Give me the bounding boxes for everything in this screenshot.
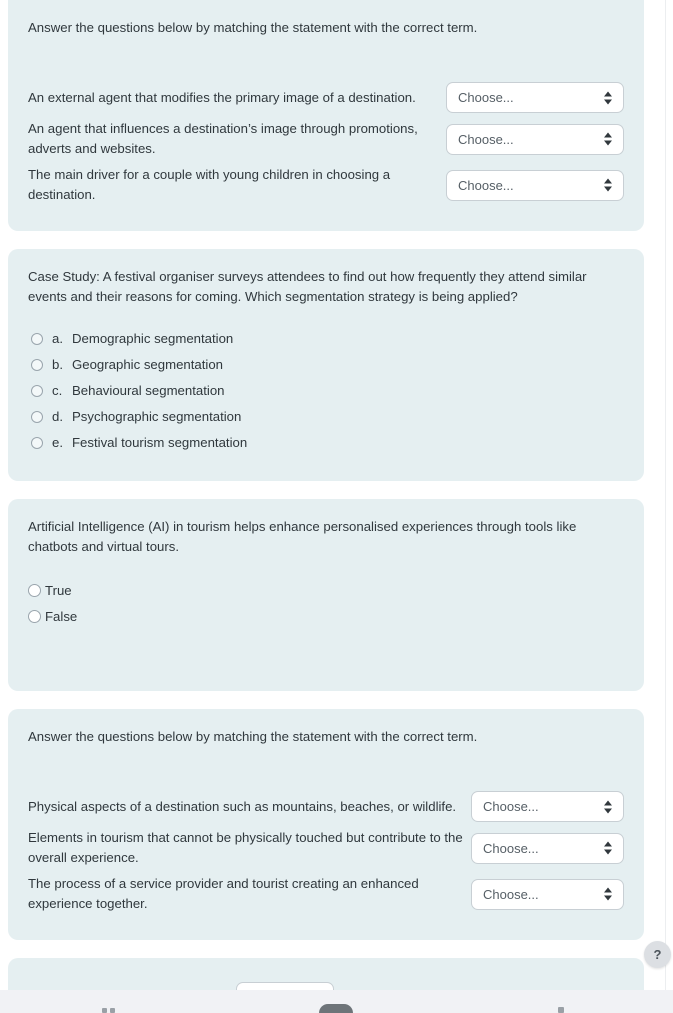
matching-statement: Elements in tourism that cannot be physically touched but contribute to the overall experience.	[28, 830, 463, 865]
matching-select-wrap	[446, 124, 624, 155]
nav-home-button[interactable]	[276, 990, 396, 1013]
option-label: Behavioural segmentation	[72, 383, 225, 398]
nav-recent-apps-button[interactable]	[52, 990, 172, 1013]
matching-select[interactable]	[446, 82, 624, 113]
multichoice-options	[28, 331, 624, 450]
scrollbar-gutter[interactable]	[665, 0, 673, 990]
option-label: Demographic segmentation	[72, 331, 234, 346]
matching-row	[28, 119, 624, 159]
truefalse-option-false[interactable]	[28, 609, 624, 624]
recent-apps-icon	[102, 1004, 122, 1013]
radio-button-icon[interactable]	[31, 385, 43, 397]
matching-select[interactable]	[471, 833, 624, 864]
help-button[interactable]: ?	[644, 941, 671, 968]
question-card-gapfill-1	[8, 958, 644, 994]
home-icon	[319, 1004, 353, 1013]
option-key: e.	[52, 435, 63, 450]
truefalse-options	[28, 583, 624, 624]
back-icon	[558, 1007, 564, 1013]
radio-button-icon[interactable]	[31, 333, 43, 345]
question-prompt: Artificial Intelligence (AI) in tourism helps enhance personalised experiences through tools like chatbots and virtual tours.	[28, 519, 577, 554]
matching-statement: The process of a service provider and tourist creating an enhanced experience together.	[28, 876, 419, 911]
radio-button-icon[interactable]	[28, 584, 41, 597]
option-label: Geographic segmentation	[72, 357, 224, 372]
matching-select-wrap	[471, 879, 624, 910]
radio-button-icon[interactable]	[31, 359, 43, 371]
option-key: a.	[52, 331, 63, 346]
matching-row	[28, 874, 624, 914]
matching-select[interactable]	[446, 124, 624, 155]
option-key: b.	[52, 357, 63, 372]
option-key: c.	[52, 383, 63, 398]
radio-button-icon[interactable]	[31, 411, 43, 423]
matching-row	[28, 165, 624, 205]
matching-row	[28, 82, 624, 113]
matching-row	[28, 791, 624, 822]
nav-back-button[interactable]	[501, 990, 621, 1013]
option-label: False	[45, 609, 78, 624]
question-card-multichoice-1	[8, 249, 644, 481]
system-bottom-nav	[0, 990, 673, 1013]
option-key: d.	[52, 409, 63, 424]
matching-select-wrap	[471, 791, 624, 822]
radio-button-icon[interactable]	[28, 610, 41, 623]
multichoice-option[interactable]	[28, 409, 624, 424]
spacer	[28, 38, 624, 82]
matching-select[interactable]	[471, 791, 624, 822]
matching-select-wrap	[471, 833, 624, 864]
option-label: Festival tourism segmentation	[72, 435, 248, 450]
matching-select[interactable]	[446, 170, 624, 201]
matching-select-wrap	[446, 82, 624, 113]
spacer	[28, 747, 624, 791]
question-card-truefalse-1	[8, 499, 644, 691]
matching-statement: Physical aspects of a destination such as mountains, beaches, or wildlife.	[28, 798, 457, 814]
question-card-matching-1	[8, 0, 644, 231]
matching-select-wrap	[446, 170, 624, 201]
matching-statement: An external agent that modifies the primary image of a destination.	[28, 89, 416, 105]
multichoice-option[interactable]	[28, 357, 624, 372]
matching-row	[28, 828, 624, 868]
matching-statement: The main driver for a couple with young children in choosing a destination.	[28, 167, 391, 202]
option-label: Psychographic segmentation	[72, 409, 242, 424]
multichoice-option[interactable]	[28, 435, 624, 450]
option-label: True	[45, 583, 72, 598]
question-prompt: Answer the questions below by matching the statement with the correct term.	[28, 729, 478, 744]
truefalse-option-true[interactable]	[28, 583, 624, 598]
question-card-matching-2	[8, 709, 644, 940]
multichoice-option[interactable]	[28, 383, 624, 398]
matching-select[interactable]	[471, 879, 624, 910]
spacer	[28, 635, 624, 671]
question-prompt: Answer the questions below by matching the statement with the correct term.	[28, 20, 478, 35]
question-prompt: Case Study: A festival organiser surveys attendees to find out how frequently they attend similar events and their reasons for coming. Which segmentation strategy is being applied?	[28, 269, 587, 304]
radio-button-icon[interactable]	[31, 437, 43, 449]
matching-statement: An agent that influences a destination’s image through promotions, adverts and websites.	[28, 121, 418, 156]
multichoice-option[interactable]	[28, 331, 624, 346]
